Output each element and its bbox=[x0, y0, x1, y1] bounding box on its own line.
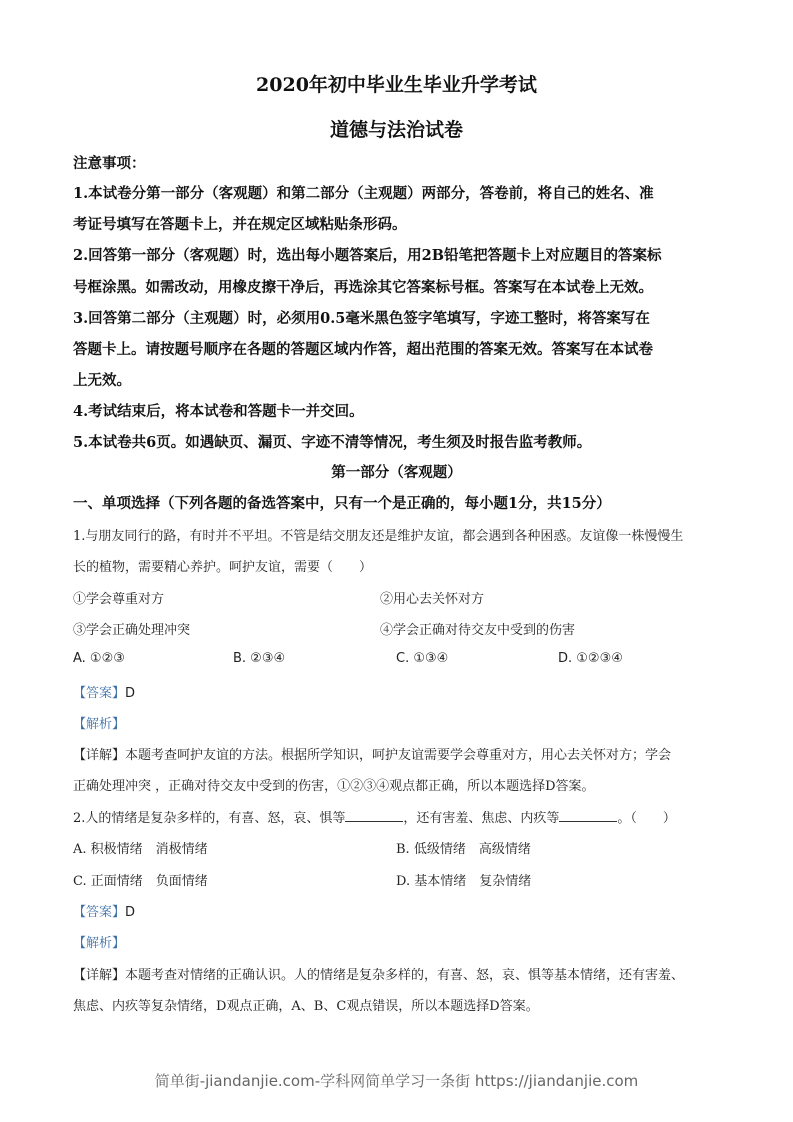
q1-item-4: ④学会正确对待交友中受到的伤害 bbox=[380, 623, 576, 638]
q2-detail-line1: 【详解】本题考查对情绪的正确认识。人的情绪是复杂多样的，有喜、怒，哀、惧等基本情绪，还有害羞、 bbox=[73, 968, 685, 983]
q2-analysis-label: 【解析】 bbox=[73, 936, 126, 951]
q2-option-a: A. 积极情绪 消极情绪 bbox=[73, 842, 208, 857]
q2-blank-2 bbox=[559, 809, 617, 822]
q1-item-1: ①学会尊重对方 bbox=[73, 592, 165, 607]
q2-blank-1 bbox=[345, 809, 403, 822]
section-instruction: 一、单项选择（下列各题的备选答案中，只有一个是正确的，每小题1分，共15分） bbox=[73, 495, 611, 512]
notice-heading: 注意事项： bbox=[73, 155, 146, 172]
exam-subtitle: 道德与法治试卷 bbox=[329, 119, 463, 141]
notice-line: 4.考试结束后，将本试卷和答题卡一并交回。 bbox=[73, 403, 364, 420]
notice-line: 5.本试卷共6页。如遇缺页、漏页、字迹不清等情况，考生须及时报告监考教师。 bbox=[73, 434, 592, 451]
q1-stem-line2: 长的植物，需要精心养护。呵护友谊，需要（ ） bbox=[73, 560, 373, 575]
q1-analysis-label: 【解析】 bbox=[73, 717, 126, 732]
q1-option-c: C. ①③④ bbox=[396, 651, 449, 666]
notice-line: 考证号填写在答题卡上，并在规定区域粘贴条形码。 bbox=[73, 216, 407, 233]
q1-detail-line1: 【详解】本题考查呵护友谊的方法。根据所学知识，呵护友谊需要学会尊重对方，用心去关怀对方；学会 bbox=[73, 748, 672, 763]
q2-stem-part3: 。（ ） bbox=[617, 811, 676, 826]
footer-watermark: 简单街-jiandanjie.com-学科网简单学习一条街 https://jiandanjie.com bbox=[154, 1072, 639, 1090]
q2-option-c: C. 正面情绪 负面情绪 bbox=[73, 874, 208, 889]
notice-line: 3.回答第二部分（主观题）时，必须用0.5毫米黑色签字笔填写，字迹工整时，将答案写在 bbox=[73, 310, 650, 327]
q2-detail-line2: 焦虑、内疚等复杂情绪，D观点正确，A、B、C观点错误，所以本题选择D答案。 bbox=[73, 999, 539, 1014]
q1-option-a: A. ①②③ bbox=[73, 651, 125, 666]
notice-line: 上无效。 bbox=[73, 372, 131, 389]
notice-line: 2.回答第一部分（客观题）时，选出每小题答案后，用2B铅笔把答题卡上对应题目的答案标 bbox=[73, 247, 662, 264]
q1-item-2: ②用心去关怀对方 bbox=[380, 592, 485, 607]
exam-title: 2020年初中毕业生毕业升学考试 bbox=[256, 74, 537, 96]
notice-line: 1.本试卷分第一部分（客观题）和第二部分（主观题）两部分，答卷前，将自己的姓名、准 bbox=[73, 185, 654, 202]
q2-stem bbox=[73, 807, 676, 826]
notice-line: 号框涂黑。如需改动，用橡皮擦干净后，再选涂其它答案标号框。答案写在本试卷上无效。 bbox=[73, 279, 653, 296]
section-title: 第一部分（客观题） bbox=[331, 464, 462, 481]
notice-line: 答题卡上。请按题号顺序在各题的答题区域内作答，超出范围的答案无效。答案写在本试卷 bbox=[73, 341, 653, 358]
q1-item-3: ③学会正确处理冲突 bbox=[73, 623, 191, 638]
q1-option-d: D. ①②③④ bbox=[558, 651, 623, 666]
q2-answer bbox=[73, 901, 135, 920]
answer-label: 【答案】 bbox=[73, 905, 126, 920]
q1-option-b: B. ②③④ bbox=[233, 651, 286, 666]
q2-option-d: D. 基本情绪 复杂情绪 bbox=[396, 874, 532, 889]
q2-stem-part1: 2.人的情绪是复杂多样的，有喜、怒，哀、惧等 bbox=[73, 811, 346, 826]
answer-label: 【答案】 bbox=[73, 686, 126, 701]
answer-value: D bbox=[125, 905, 136, 920]
q1-stem-line1: 1.与朋友同行的路，有时并不平坦。不管是结交朋友还是维护友谊，都会遇到各种困惑。友谊像一株慢慢生 bbox=[73, 529, 684, 544]
q1-answer bbox=[73, 682, 135, 701]
answer-value: D bbox=[125, 686, 136, 701]
q2-stem-part2: ，还有害羞、焦虑、内疚等 bbox=[403, 811, 560, 826]
q1-detail-line2: 正确处理冲突 ，正确对待交友中受到的伤害，①②③④观点都正确，所以本题选择D答案。 bbox=[73, 779, 595, 794]
q2-option-b: B. 低级情绪 高级情绪 bbox=[396, 842, 531, 857]
